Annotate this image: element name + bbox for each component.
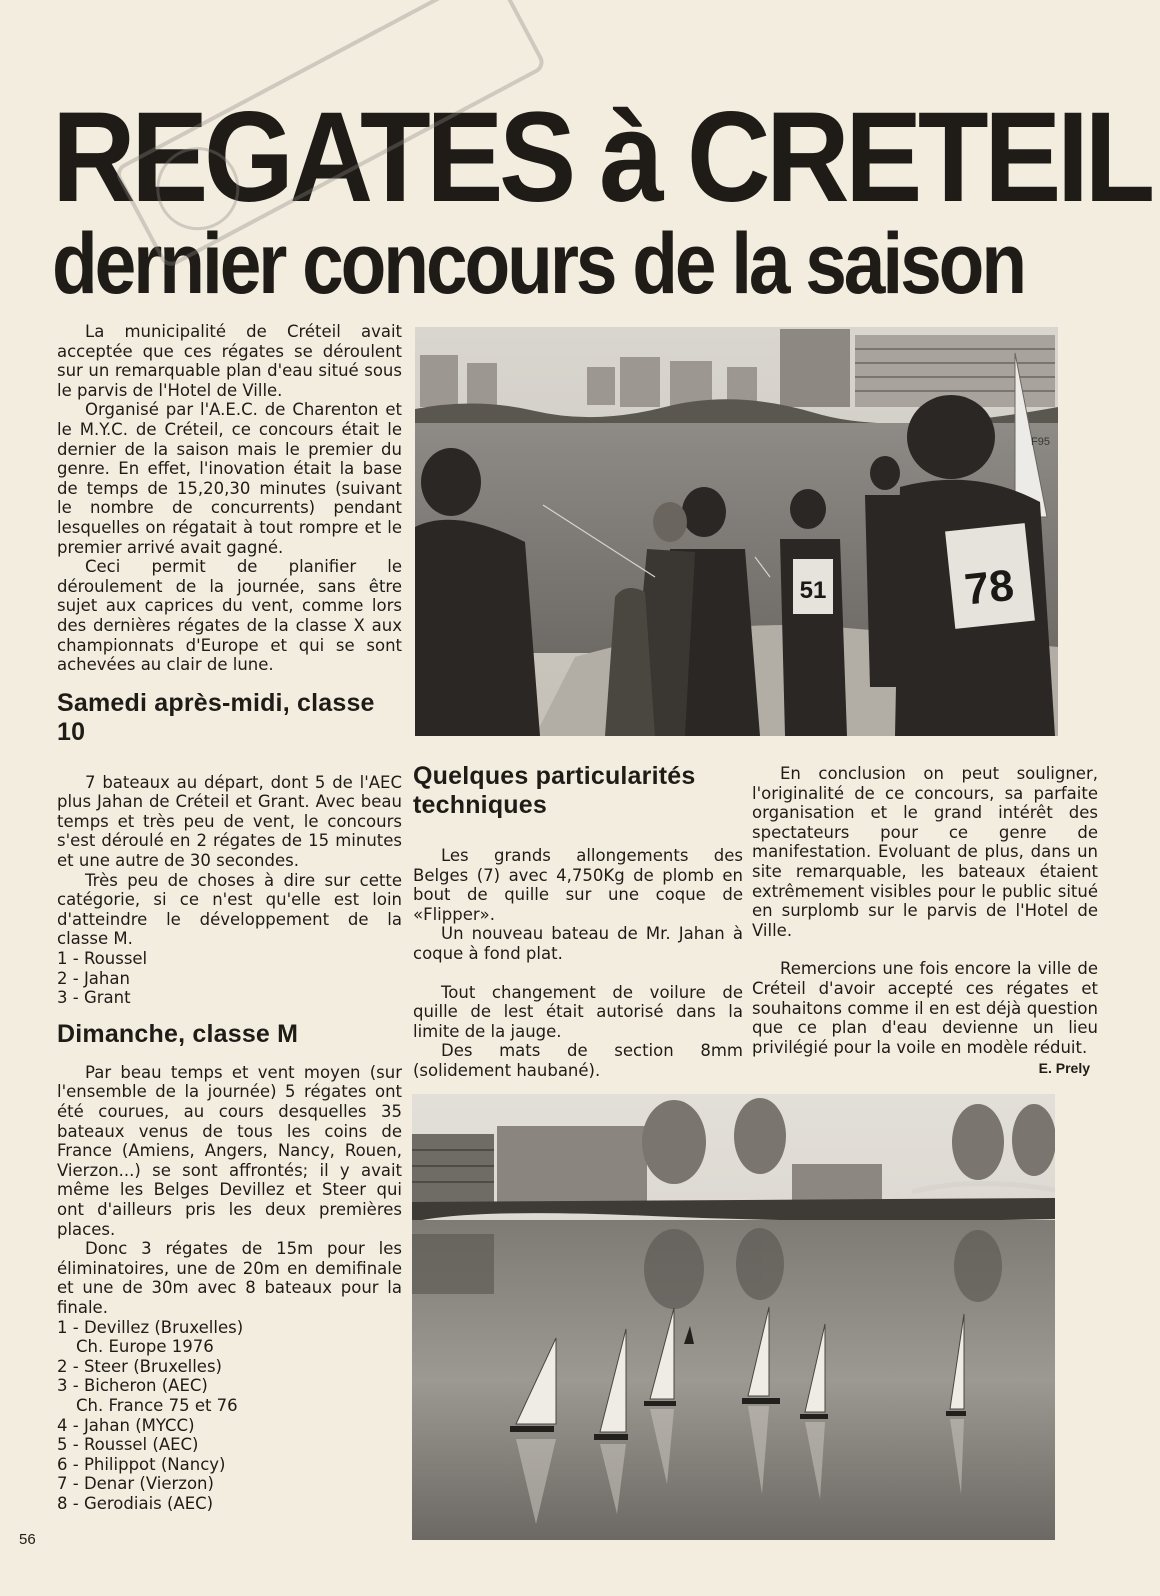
article-title: REGATES à CRETEIL [52,86,1151,229]
intro-paragraph-1: La municipalité de Créteil avait acceptée que ces régates se déroulent sur un remarquable plan d'eau situé sous le parvis de l'Hotel de Ville. [57,322,402,400]
dimanche-heading: Dimanche, classe M [57,1019,299,1048]
conclusion-paragraph-1: En conclusion on peut souligner, l'originalité de ce concours, sa parfaite organisation et le grand intérêt des spectateurs pour ce genre de manifestation. Evoluant de plus, dans un site remarquable, les bateaux étaient extrêmement visibles pour le public situé en surplomb sur le parvis de l'Hotel de Ville. [752,764,1098,940]
dimanche-result-note: Ch. France 75 et 76 [76,1395,238,1415]
dimanche-result: 4 - Jahan (MYCC) [57,1415,195,1435]
dimanche-results [57,1318,402,1514]
dimanche-paragraph-2: Donc 3 régates de 15m pour les éliminatoires, une de 20m en demifinale et une de 30m avec 8 bateaux pour la finale. [57,1239,402,1317]
samedi-paragraph-1: 7 bateaux au départ, dont 5 de l'AEC plus Jahan de Créteil et Grant. Avec beau temps et très peu de vent, le concours s'est déroulé en 2 régates de 15 minutes et une autre de 30 secondes. [57,772,402,871]
article-subtitle: dernier concours de la saison [52,216,1025,312]
dimanche-result: 1 - Devillez (Bruxelles) [57,1317,244,1337]
samedi-result-3: 3 - Grant [57,988,131,1008]
techniques-paragraph-1: Les grands allongements des Belges (7) avec 4,750Kg de plomb en bout de quille sur une coque de «Flipper». [413,846,743,924]
techniques-paragraph-4: Des mats de section 8mm (solidement haubané). [413,1041,743,1080]
author-signature: E. Prely [1038,1060,1090,1077]
intro-paragraph-2: Organisé par l'A.E.C. de Charenton et le M.Y.C. de Créteil, ce concours était le dernier de la saison mais le premier du genre. En effet, l'inovation était la base de temps de 15,20,30 minutes (suivant le nombre de concurrents) pendant lesquelles on régatait à tout rompre et le premier arrivé avait gagné. [57,400,402,557]
right-column [752,764,1098,1079]
dimanche-result: 6 - Philippot (Nancy) [57,1454,226,1474]
page-number: 56 [19,1531,36,1548]
samedi-result-2: 2 - Jahan [57,968,130,988]
sail-number: F95 [1031,436,1050,448]
techniques-paragraph-2: Un nouveau bateau de Mr. Jahan à coque à fond plat. [413,924,743,963]
spectators-photo-image [415,327,1058,736]
photo-model-yachts [412,1094,1055,1540]
bib-number-78: 78 [962,560,1017,615]
middle-column [413,762,743,1081]
samedi-results [57,949,402,1008]
dimanche-result: 5 - Roussel (AEC) [57,1435,199,1455]
techniques-heading: Quelques particularités techniques [413,762,696,819]
bib-number-51: 51 [799,577,827,604]
techniques-paragraph-3: Tout changement de voilure de quille de lest était autorisé dans la limite de la jauge. [413,982,743,1041]
dimanche-result-note: Ch. Europe 1976 [76,1337,214,1357]
dimanche-result: 3 - Bicheron (AEC) [57,1376,208,1396]
model-yachts-photo-image [412,1094,1055,1540]
dimanche-result: 2 - Steer (Bruxelles) [57,1356,222,1376]
dimanche-result: 7 - Denar (Vierzon) [57,1474,214,1494]
samedi-heading: Samedi après-midi, classe 10 [57,688,375,746]
left-column [57,322,402,1513]
intro-paragraph-3: Ceci permit de planifier le déroulement de la journée, sans être sujet aux caprices du vent, comme lors des dernières régates de la classe X aux championnats d'Europe et qui se sont achevées au clair de lune. [57,557,402,675]
samedi-paragraph-2: Très peu de choses à dire sur cette catégorie, si ce n'est qu'elle est loin d'atteindre le développement de la classe M. [57,870,402,949]
dimanche-result: 8 - Gerodiais (AEC) [57,1493,214,1513]
conclusion-paragraph-2: Remercions une fois encore la ville de Créteil d'avoir accepté ces régates et souhaitons comme il en est déjà question que ce plan d'eau devienne un lieu privilégié pour la voile en modèle réduit. [752,959,1098,1057]
samedi-result-1: 1 - Roussel [57,949,148,969]
dimanche-paragraph-1: Par beau temps et vent moyen (sur l'ensemble de la journée) 5 régates ont été courues, au cours desquelles 35 bateaux venus de tous les coins de France (Amiens, Angers, Nancy, Rouen, Vierzon...) se sont affrontés; il y avait même les Belges Devillez et Steer qui ont d'ailleurs pris les deux premières places. [57,1062,402,1239]
photo-spectators [415,327,1058,736]
